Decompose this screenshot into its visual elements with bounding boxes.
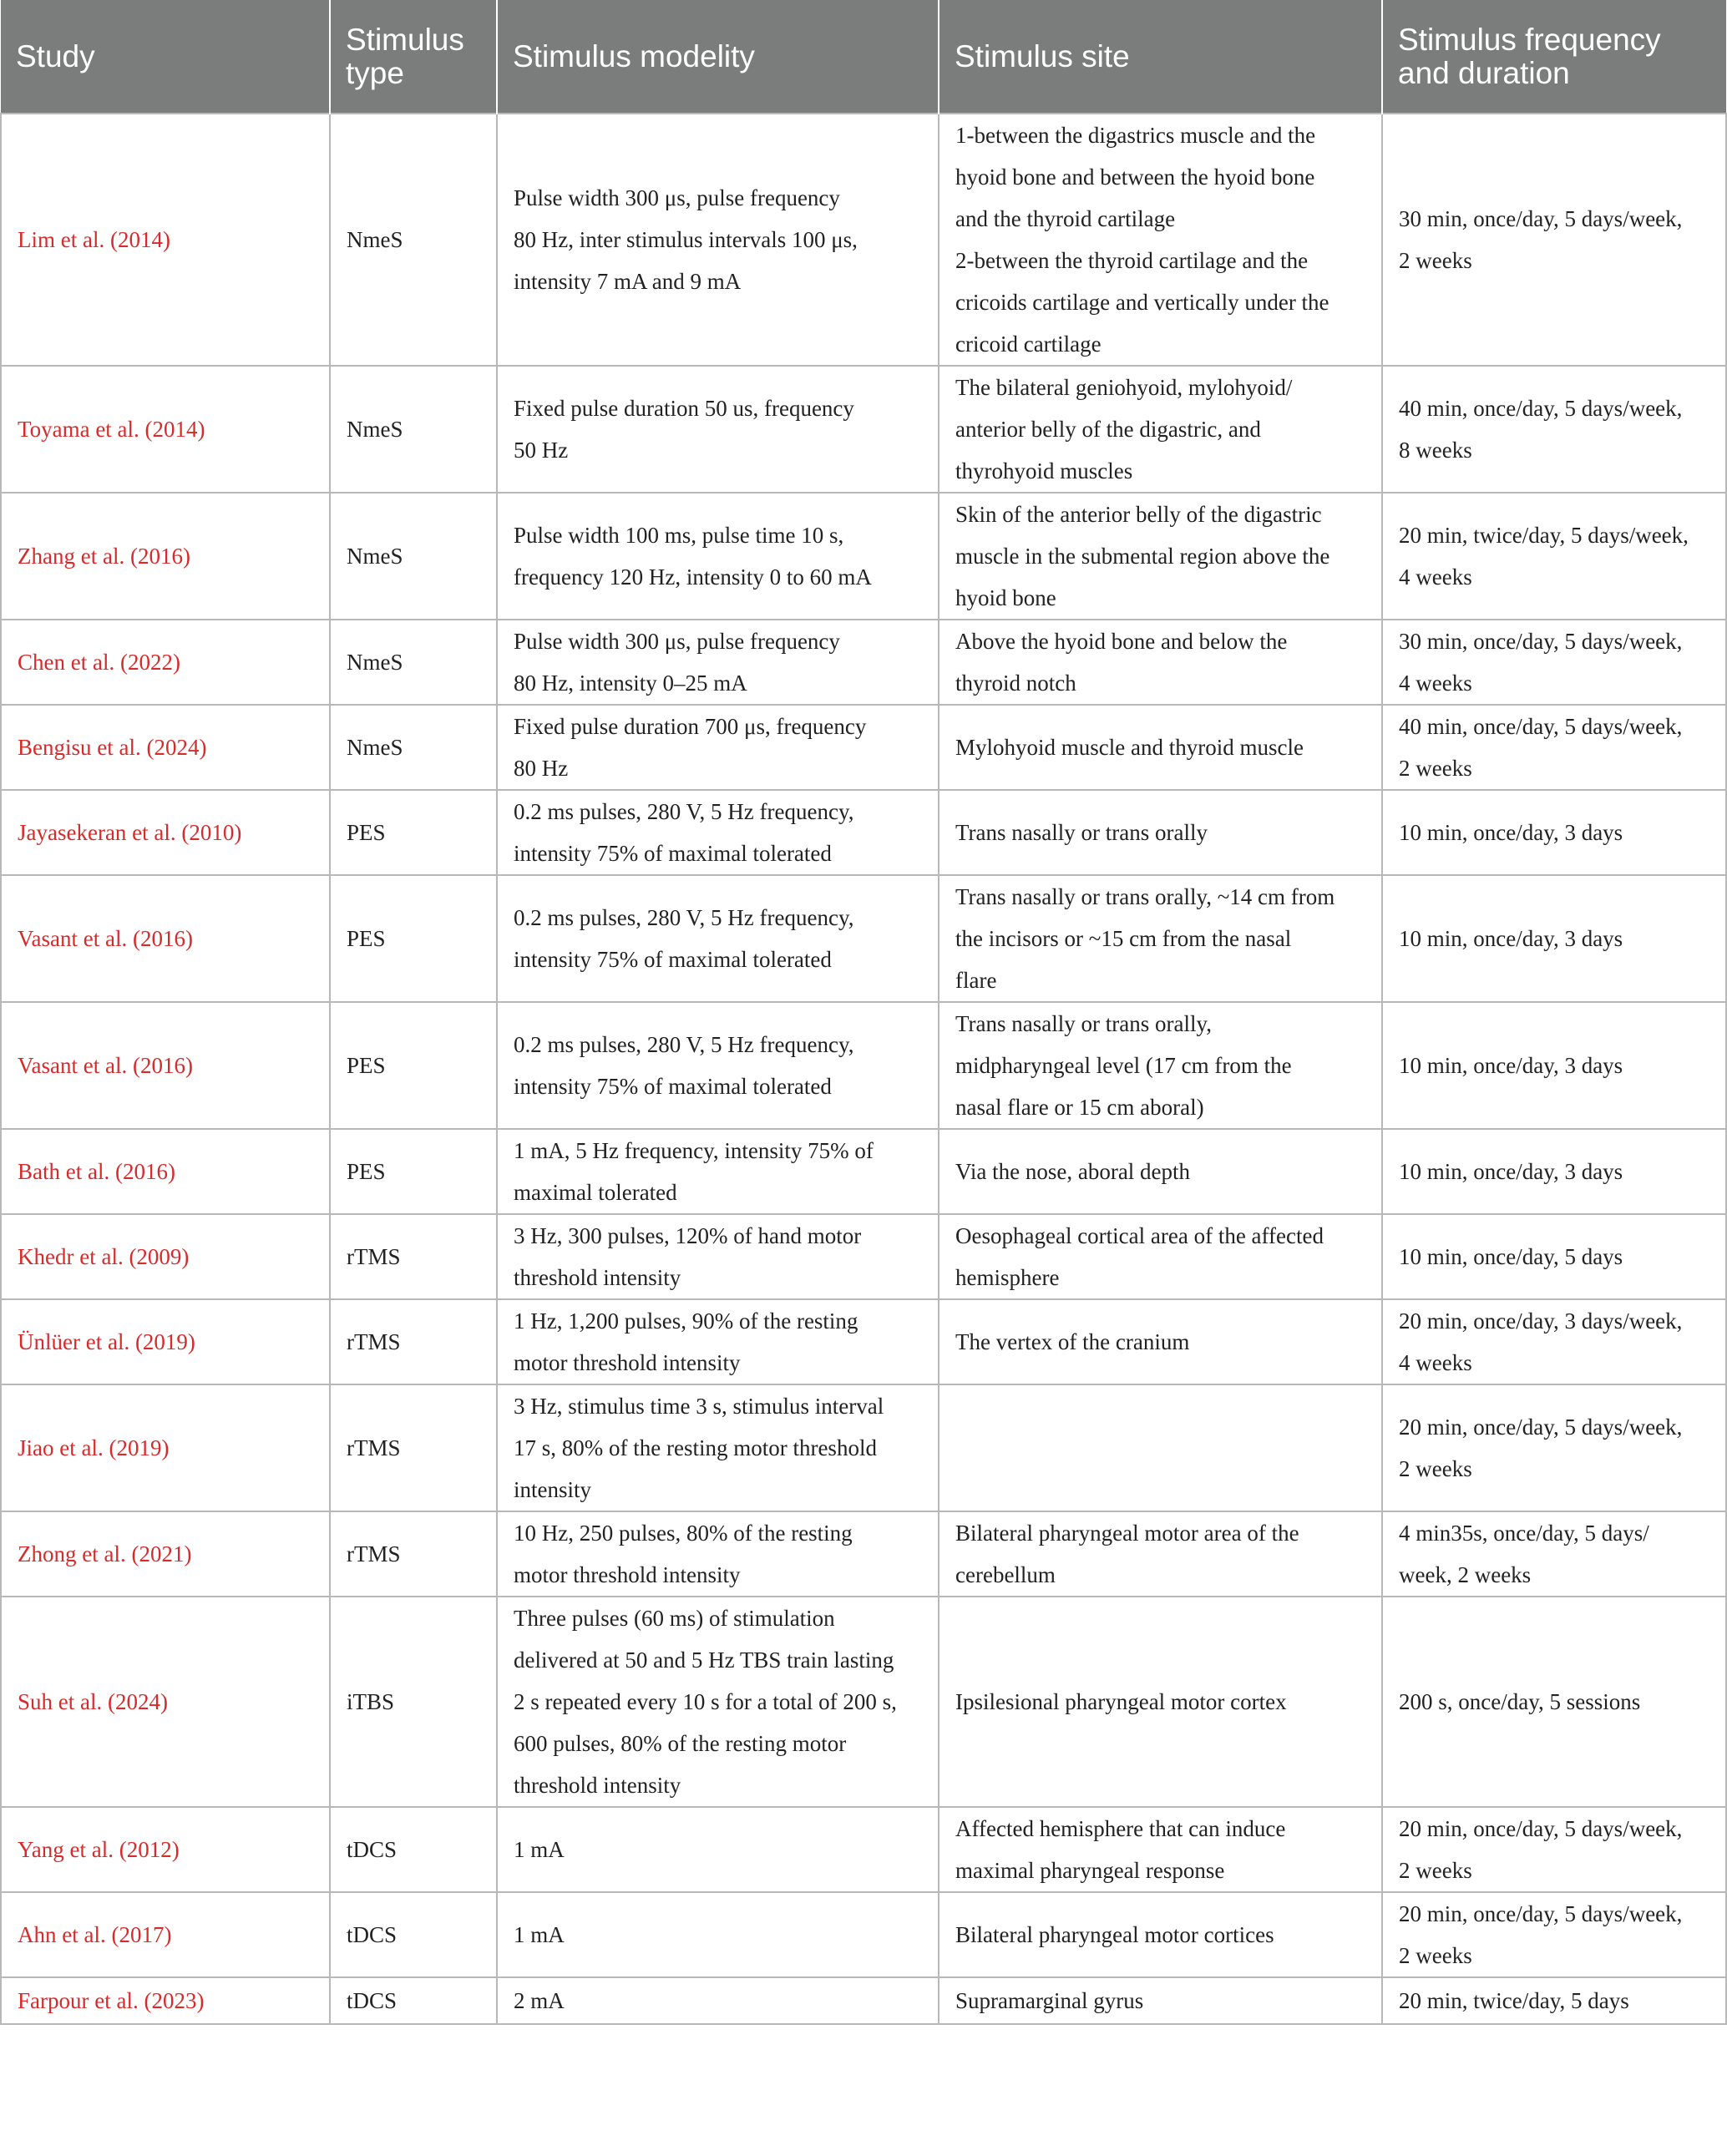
stimulus-type-cell <box>330 1384 497 1511</box>
stimulus-type-text: NmeS <box>347 227 403 252</box>
study-cell <box>1 620 330 705</box>
frequency-duration-cell <box>1382 493 1726 620</box>
stimulus-type-text: rTMS <box>347 1435 401 1460</box>
stimulus-modality-cell <box>497 1807 939 1892</box>
stimulus-site-text: The vertex of the cranium <box>955 1329 1190 1354</box>
stimulus-modality-cell <box>497 1129 939 1214</box>
study-cell <box>1 705 330 790</box>
study-cell <box>1 1002 330 1129</box>
stimulus-modality-text: 0.2 ms pulses, 280 V, 5 Hz frequency, intensity 75% of maximal tolerated <box>514 905 854 972</box>
stimulus-type-text: tDCS <box>347 1922 398 1947</box>
stimulus-modality-text: 0.2 ms pulses, 280 V, 5 Hz frequency, intensity 75% of maximal tolerated <box>514 1032 854 1099</box>
study-cell <box>1 493 330 620</box>
study-link[interactable]: Lim et al. (2014) <box>18 227 170 252</box>
stimulus-site-text: Skin of the anterior belly of the digastric muscle in the submental region above the hyoid bone <box>955 502 1330 610</box>
stimulus-site-cell <box>939 1597 1382 1807</box>
frequency-duration-cell <box>1382 1977 1726 2024</box>
stimulus-type-cell <box>330 1002 497 1129</box>
study-cell <box>1 875 330 1002</box>
stimulus-site-text: Trans nasally or trans orally, ~14 cm from the incisors or ~15 cm from the nasal flare <box>955 884 1335 993</box>
frequency-duration-text: 10 min, once/day, 3 days <box>1399 1159 1623 1184</box>
frequency-duration-cell <box>1382 1002 1726 1129</box>
frequency-duration-text: 30 min, once/day, 5 days/week, 4 weeks <box>1399 629 1683 696</box>
stimulus-type-text: tDCS <box>347 1988 398 2013</box>
table-row <box>1 1384 1726 1511</box>
stimulus-site-cell <box>939 1214 1382 1299</box>
table-row <box>1 1597 1726 1807</box>
stimulus-type-text: rTMS <box>347 1329 401 1354</box>
study-cell <box>1 1384 330 1511</box>
stimulus-site-cell <box>939 493 1382 620</box>
stimulus-type-cell <box>330 1214 497 1299</box>
study-link[interactable]: Bengisu et al. (2024) <box>18 735 207 760</box>
table-row <box>1 1807 1726 1892</box>
stimulus-type-text: PES <box>347 1159 386 1184</box>
frequency-duration-text: 10 min, once/day, 5 days <box>1399 1244 1623 1269</box>
stimulus-modality-text: 3 Hz, stimulus time 3 s, stimulus interval 17 s, 80% of the resting motor threshold intensity <box>514 1394 884 1502</box>
stimulus-type-text: rTMS <box>347 1541 401 1566</box>
study-cell <box>1 114 330 366</box>
study-link[interactable]: Ünlüer et al. (2019) <box>18 1329 195 1354</box>
stimulus-site-text: Bilateral pharyngeal motor area of the cerebellum <box>955 1521 1299 1587</box>
study-link[interactable]: Ahn et al. (2017) <box>18 1922 172 1947</box>
frequency-duration-text: 10 min, once/day, 3 days <box>1399 1053 1623 1078</box>
table-row <box>1 1892 1726 1977</box>
stimulus-modality-text: 10 Hz, 250 pulses, 80% of the resting motor threshold intensity <box>514 1521 853 1587</box>
frequency-duration-cell <box>1382 1299 1726 1384</box>
stimulus-modality-text: Fixed pulse duration 700 μs, frequency 80 Hz <box>514 714 867 781</box>
stimulus-site-cell <box>939 1002 1382 1129</box>
stimulus-site-cell <box>939 1977 1382 2024</box>
header-row <box>1 0 1726 114</box>
stimulus-modality-text: Three pulses (60 ms) of stimulation delivered at 50 and 5 Hz TBS train lasting 2 s repeated every 10 s for a total of 200 s, 600 pulses, 80% of the resting motor threshold intensity <box>514 1606 897 1798</box>
stimulus-modality-cell <box>497 1384 939 1511</box>
stimulus-modality-cell <box>497 875 939 1002</box>
header-frequency-duration: Stimulus frequency and duration <box>1382 0 1726 114</box>
frequency-duration-text: 20 min, twice/day, 5 days/week, 4 weeks <box>1399 523 1689 590</box>
stimulus-type-cell <box>330 114 497 366</box>
stimulus-type-cell <box>330 493 497 620</box>
table-row <box>1 1214 1726 1299</box>
frequency-duration-text: 4 min35s, once/day, 5 days/ week, 2 weeks <box>1399 1521 1649 1587</box>
stimulus-modality-cell <box>497 1511 939 1597</box>
stimulus-modality-cell <box>497 620 939 705</box>
stimulus-site-text: Bilateral pharyngeal motor cortices <box>955 1922 1274 1947</box>
study-link[interactable]: Jayasekeran et al. (2010) <box>18 820 242 845</box>
stimulus-type-cell <box>330 705 497 790</box>
stimulus-site-cell <box>939 1299 1382 1384</box>
stimulus-modality-text: 1 mA <box>514 1837 565 1862</box>
frequency-duration-cell <box>1382 114 1726 366</box>
stimulus-modality-text: Pulse width 300 μs, pulse frequency 80 Hz, inter stimulus intervals 100 μs, intensity 7 mA and 9 mA <box>514 185 858 294</box>
stimulus-type-cell <box>330 875 497 1002</box>
study-link[interactable]: Jiao et al. (2019) <box>18 1435 170 1460</box>
stimulus-modality-text: 2 mA <box>514 1988 565 2013</box>
study-cell <box>1 1214 330 1299</box>
frequency-duration-text: 200 s, once/day, 5 sessions <box>1399 1689 1641 1714</box>
frequency-duration-text: 20 min, twice/day, 5 days <box>1399 1988 1629 2013</box>
stimulus-type-text: NmeS <box>347 417 403 442</box>
study-cell <box>1 1511 330 1597</box>
stimulus-type-cell <box>330 620 497 705</box>
stimulus-type-cell <box>330 366 497 493</box>
stimulus-type-text: iTBS <box>347 1689 395 1714</box>
frequency-duration-cell <box>1382 620 1726 705</box>
study-cell <box>1 1892 330 1977</box>
stimulus-modality-cell <box>497 1002 939 1129</box>
study-cell <box>1 1299 330 1384</box>
stimulus-site-text: Affected hemisphere that can induce maximal pharyngeal response <box>955 1816 1286 1883</box>
stimulus-modality-cell <box>497 493 939 620</box>
stimulus-site-cell <box>939 790 1382 875</box>
study-cell <box>1 790 330 875</box>
stimulus-type-cell <box>330 1892 497 1977</box>
study-cell <box>1 1977 330 2024</box>
stimulus-type-text: rTMS <box>347 1244 401 1269</box>
table-row <box>1 114 1726 366</box>
header-stimulus-site: Stimulus site <box>939 0 1382 114</box>
stimulus-site-cell <box>939 875 1382 1002</box>
stimulus-modality-text: 1 mA <box>514 1922 565 1947</box>
header-stimulus-type: Stimulus type <box>330 0 497 114</box>
stimulus-site-text: Ipsilesional pharyngeal motor cortex <box>955 1689 1287 1714</box>
frequency-duration-text: 20 min, once/day, 5 days/week, 2 weeks <box>1399 1901 1683 1968</box>
frequency-duration-cell <box>1382 1511 1726 1597</box>
stimulus-type-cell <box>330 1977 497 2024</box>
table-row <box>1 493 1726 620</box>
stimulus-site-text: The bilateral geniohyoid, mylohyoid/ anterior belly of the digastric, and thyrohyoid muscles <box>955 375 1293 483</box>
stimulus-type-text: PES <box>347 1053 386 1078</box>
stimulus-site-cell <box>939 1384 1382 1511</box>
study-link[interactable]: Vasant et al. (2016) <box>18 1053 193 1078</box>
stimulus-modality-cell <box>497 1299 939 1384</box>
stimulus-type-cell <box>330 1129 497 1214</box>
stimulus-type-text: PES <box>347 926 386 951</box>
frequency-duration-cell <box>1382 705 1726 790</box>
stimulus-modality-text: Fixed pulse duration 50 us, frequency 50 Hz <box>514 396 854 463</box>
stimulus-site-text: Trans nasally or trans orally <box>955 820 1208 845</box>
frequency-duration-cell <box>1382 1597 1726 1807</box>
frequency-duration-text: 10 min, once/day, 3 days <box>1399 820 1623 845</box>
frequency-duration-cell <box>1382 875 1726 1002</box>
study-link[interactable]: Yang et al. (2012) <box>18 1837 180 1862</box>
stimulus-modality-cell <box>497 705 939 790</box>
study-link[interactable]: Khedr et al. (2009) <box>18 1244 190 1269</box>
study-link[interactable]: Vasant et al. (2016) <box>18 926 193 951</box>
stimulus-site-cell <box>939 1807 1382 1892</box>
stimulus-type-cell <box>330 1597 497 1807</box>
stimulus-type-text: PES <box>347 820 386 845</box>
stimulus-modality-cell <box>497 1977 939 2024</box>
stimulus-modality-cell <box>497 1597 939 1807</box>
study-link[interactable]: Zhang et al. (2016) <box>18 544 190 569</box>
stimulus-modality-text: Pulse width 100 ms, pulse time 10 s, frequency 120 Hz, intensity 0 to 60 mA <box>514 523 872 590</box>
frequency-duration-text: 20 min, once/day, 5 days/week, 2 weeks <box>1399 1415 1683 1481</box>
table-row <box>1 1002 1726 1129</box>
stimulus-type-text: tDCS <box>347 1837 398 1862</box>
stimulus-site-cell <box>939 705 1382 790</box>
stimulus-site-text: Oesophageal cortical area of the affected hemisphere <box>955 1223 1324 1290</box>
study-link[interactable]: Suh et al. (2024) <box>18 1689 168 1714</box>
stimulus-site-text: Trans nasally or trans orally, midpharyngeal level (17 cm from the nasal flare or 15 cm aboral) <box>955 1011 1292 1120</box>
study-cell <box>1 1129 330 1214</box>
table-row <box>1 620 1726 705</box>
frequency-duration-cell <box>1382 1129 1726 1214</box>
header-stimulus-modality: Stimulus modelity <box>497 0 939 114</box>
table-row <box>1 875 1726 1002</box>
study-cell <box>1 1807 330 1892</box>
stimulus-type-text: NmeS <box>347 735 403 760</box>
table-row <box>1 1299 1726 1384</box>
stimulus-site-text: Via the nose, aboral depth <box>955 1159 1191 1184</box>
frequency-duration-text: 40 min, once/day, 5 days/week, 8 weeks <box>1399 396 1683 463</box>
frequency-duration-cell <box>1382 1892 1726 1977</box>
stimulus-site-cell <box>939 366 1382 493</box>
frequency-duration-cell <box>1382 1384 1726 1511</box>
stimulus-modality-cell <box>497 114 939 366</box>
stimulus-modality-text: 3 Hz, 300 pulses, 120% of hand motor threshold intensity <box>514 1223 862 1290</box>
stimulus-modality-cell <box>497 366 939 493</box>
stimulus-modality-cell <box>497 1214 939 1299</box>
frequency-duration-cell <box>1382 366 1726 493</box>
stimulus-type-cell <box>330 1299 497 1384</box>
table-row <box>1 1977 1726 2024</box>
stimulus-site-text: 1-between the digastrics muscle and the hyoid bone and between the hyoid bone and the thyroid cartilage 2-between the thyroid cartilage and the cricoids cartilage and vertically under the cricoid cartilage <box>955 123 1329 357</box>
stimulus-type-cell <box>330 1511 497 1597</box>
study-link[interactable]: Bath et al. (2016) <box>18 1159 175 1184</box>
stimulus-type-cell <box>330 790 497 875</box>
stimulus-site-cell <box>939 1129 1382 1214</box>
study-link[interactable]: Chen et al. (2022) <box>18 650 180 675</box>
frequency-duration-text: 10 min, once/day, 3 days <box>1399 926 1623 951</box>
study-link[interactable]: Zhong et al. (2021) <box>18 1541 192 1566</box>
stimulus-type-cell <box>330 1807 497 1892</box>
stimulus-modality-text: 1 Hz, 1,200 pulses, 90% of the resting motor threshold intensity <box>514 1308 858 1375</box>
study-cell <box>1 366 330 493</box>
frequency-duration-cell <box>1382 1214 1726 1299</box>
table-row <box>1 1511 1726 1597</box>
stimulus-modality-text: 1 mA, 5 Hz frequency, intensity 75% of maximal tolerated <box>514 1138 874 1205</box>
table-row <box>1 1129 1726 1214</box>
stimulus-site-cell <box>939 114 1382 366</box>
stimulus-site-cell <box>939 620 1382 705</box>
frequency-duration-text: 40 min, once/day, 5 days/week, 2 weeks <box>1399 714 1683 781</box>
stimulus-site-cell <box>939 1892 1382 1977</box>
frequency-duration-cell <box>1382 1807 1726 1892</box>
stimulus-site-cell <box>939 1511 1382 1597</box>
table-body <box>1 114 1726 2024</box>
frequency-duration-text: 20 min, once/day, 5 days/week, 2 weeks <box>1399 1816 1683 1883</box>
study-cell <box>1 1597 330 1807</box>
stimulus-site-text: Supramarginal gyrus <box>955 1988 1144 2013</box>
stimulus-modality-text: Pulse width 300 μs, pulse frequency 80 Hz, intensity 0–25 mA <box>514 629 840 696</box>
frequency-duration-text: 20 min, once/day, 3 days/week, 4 weeks <box>1399 1308 1683 1375</box>
stimulus-modality-cell <box>497 790 939 875</box>
frequency-duration-text: 30 min, once/day, 5 days/week, 2 weeks <box>1399 206 1683 273</box>
stimulus-type-text: NmeS <box>347 544 403 569</box>
stimulus-modality-cell <box>497 1892 939 1977</box>
study-link[interactable]: Toyama et al. (2014) <box>18 417 205 442</box>
study-link[interactable]: Farpour et al. (2023) <box>18 1988 205 2013</box>
table-row <box>1 705 1726 790</box>
header-study: Study <box>1 0 330 114</box>
stimulus-site-text: Above the hyoid bone and below the thyroid notch <box>955 629 1288 696</box>
stimulus-modality-text: 0.2 ms pulses, 280 V, 5 Hz frequency, intensity 75% of maximal tolerated <box>514 799 854 866</box>
frequency-duration-cell <box>1382 790 1726 875</box>
stimulus-type-text: NmeS <box>347 650 403 675</box>
table-row <box>1 790 1726 875</box>
stimulus-site-text: Mylohyoid muscle and thyroid muscle <box>955 735 1304 760</box>
table-row <box>1 366 1726 493</box>
